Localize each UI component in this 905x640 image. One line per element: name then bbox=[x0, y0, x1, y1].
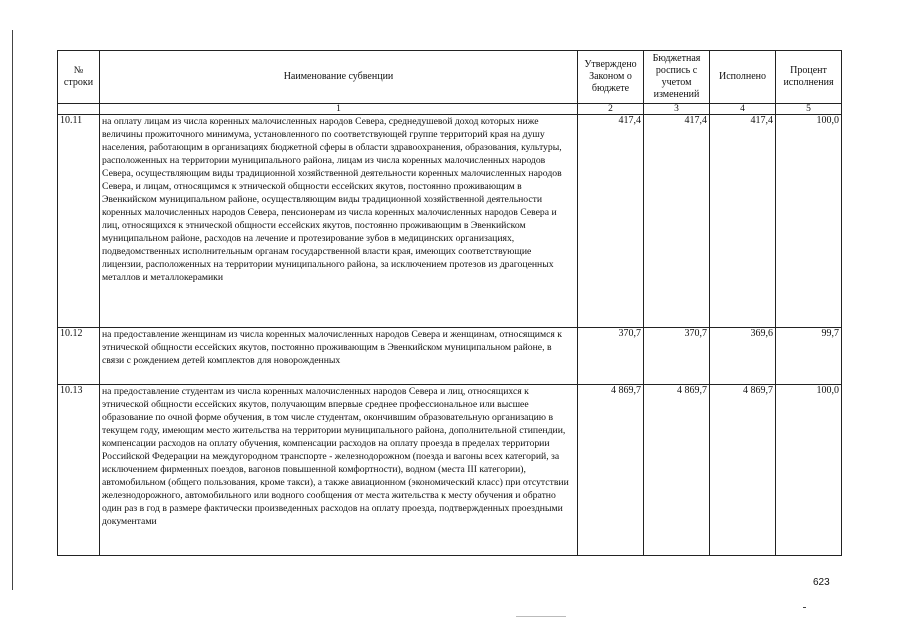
subvention-table bbox=[57, 50, 842, 556]
row-number: 10.11 bbox=[58, 115, 100, 328]
header-budget-schedule: Бюджетная роспись с учетом изменений bbox=[644, 51, 710, 104]
column-index: 3 bbox=[644, 104, 710, 115]
approved-value: 4 869,7 bbox=[578, 385, 644, 556]
percent-value: 99,7 bbox=[776, 328, 842, 385]
subvention-name: на предоставление студентам из числа коренных малочисленных народов Севера и лиц, относящихся к этнической общности ессейских якутов, получающим впервые среднее профессиональное или высшее образование по очной форме обучения, в том числе студентам, окончившим образовательную организацию в текущем году, имеющим место жительства на территории муниципального района, дополнительной стипендии, компенсации расходов на оплату обучения, компенсации расходов на оплату проезда в пределах территории Российской Федерации на междугородном транспорте - железнодорожном (поезда и вагоны всех категорий, за исключением фирменных поездов, вагонов повышенной комфортности), водном (места III категории), автомобильном (общего пользования, кроме такси), а также авиационном (экономический класс) при отсутствии железнодорожного, автомобильного или водного сообщения от места жительства к месту обучения и обратно один раз в год в размере фактически произведенных расходов на оплату проезда, подтвержденных проездными документами bbox=[100, 385, 578, 556]
row-number: 10.12 bbox=[58, 328, 100, 385]
header-executed: Исполнено bbox=[710, 51, 776, 104]
scan-artifact-line bbox=[516, 616, 566, 617]
column-index: 4 bbox=[710, 104, 776, 115]
percent-value: 100,0 bbox=[776, 385, 842, 556]
table-header-row bbox=[58, 51, 842, 104]
subvention-name: на предоставление женщинам из числа коренных малочисленных народов Севера и женщинам, относящимся к этнической общности ессейских якутов, постоянно проживающим в Эвенкийском муниципальном районе, в связи с рождением детей комплектов для новорожденных bbox=[100, 328, 578, 385]
budget-schedule-value: 417,4 bbox=[644, 115, 710, 328]
column-index: 5 bbox=[776, 104, 842, 115]
header-subvention-name: Наименование субвенции bbox=[100, 51, 578, 104]
table-row bbox=[58, 328, 842, 385]
approved-value: 417,4 bbox=[578, 115, 644, 328]
binding-margin-line bbox=[12, 30, 13, 590]
column-index: 2 bbox=[578, 104, 644, 115]
header-approved: Утверждено Законом о бюджете bbox=[578, 51, 644, 104]
column-index: 1 bbox=[100, 104, 578, 115]
approved-value: 370,7 bbox=[578, 328, 644, 385]
table-row bbox=[58, 115, 842, 328]
header-row-number: № строки bbox=[58, 51, 100, 104]
executed-value: 4 869,7 bbox=[710, 385, 776, 556]
row-number: 10.13 bbox=[58, 385, 100, 556]
column-index-empty bbox=[58, 104, 100, 115]
scan-artifact-mark bbox=[803, 607, 806, 608]
table-row bbox=[58, 385, 842, 556]
percent-value: 100,0 bbox=[776, 115, 842, 328]
budget-schedule-value: 4 869,7 bbox=[644, 385, 710, 556]
budget-schedule-value: 370,7 bbox=[644, 328, 710, 385]
subvention-name: на оплату лицам из числа коренных малочисленных народов Севера, среднедушевой доход которых ниже величины прожиточного минимума, установленного по соответствующей группе территорий края на душу населения, работающим в организациях бюджетной сферы в области здравоохранения, образования, культуры, расположенных на территории муниципального района, лицам из числа коренных малочисленных народов Севера, осуществляющим виды традиционной хозяйственной деятельности коренных малочисленных народов Севера, и лицам, относящимся к этнической общности ессейских якутов, постоянно проживающим в Эвенкийском муниципальном районе, осуществляющим виды традиционной хозяйственной деятельности коренных малочисленных народов Севера, пенсионерам из числа коренных малочисленных народов Севера и лиц, относящихся к этнической общности ессейских якутов, постоянно проживающим в Эвенкийском муниципальном районе, расходов на лечение и протезирование зубов в медицинских организациях, подведомственных исполнительным органам государственной власти края, имеющих соответствующие лицензии, расположенных на территории муниципального района, за исключением протезов из драгоценных металлов и металлокерамики bbox=[100, 115, 578, 328]
page-number: 623 bbox=[813, 577, 830, 588]
executed-value: 369,6 bbox=[710, 328, 776, 385]
column-index-row bbox=[58, 104, 842, 115]
header-percent: Процент исполнения bbox=[776, 51, 842, 104]
executed-value: 417,4 bbox=[710, 115, 776, 328]
